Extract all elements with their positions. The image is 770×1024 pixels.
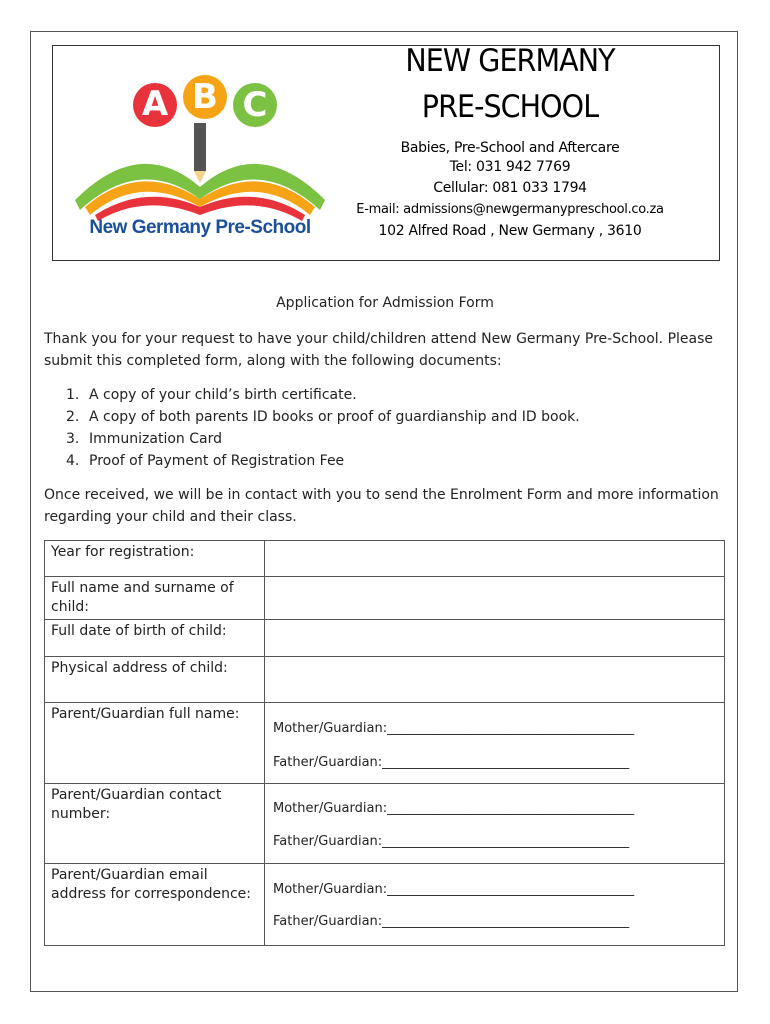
father-line: Father/Guardian:______________________________________ [273, 834, 630, 849]
tagline: Babies, Pre-School and Aftercare [400, 140, 620, 156]
telephone: Tel: 031 942 7769 [449, 159, 571, 175]
registration-table [44, 540, 725, 946]
closing-paragraph: Once received, we will be in contact with you to send the Enrolment Form and more information regarding your child and their class. [44, 487, 719, 525]
address-label: Physical address of child: [45, 657, 265, 703]
child-name-label: Full name and surname of child: [45, 577, 265, 620]
svg-text:A: A [141, 84, 169, 124]
parent-contact-label: Parent/Guardian contact number: [45, 784, 265, 864]
mother-line: Mother/Guardian:______________________________________ [273, 882, 635, 897]
email: E-mail: admissions@newgermanypreschool.co.za [356, 202, 664, 217]
mother-line: Mother/Guardian:______________________________________ [273, 801, 635, 816]
address-field[interactable] [265, 657, 725, 703]
parent-email-field[interactable] [265, 864, 725, 946]
year-label: Year for registration: [45, 541, 265, 577]
child-name-field[interactable] [265, 577, 725, 620]
pencil-icon [194, 123, 206, 183]
form-title: Application for Admission Form [276, 295, 494, 311]
required-documents-list [44, 384, 580, 472]
cellular: Cellular: 081 033 1794 [433, 180, 587, 196]
dob-field[interactable] [265, 620, 725, 657]
logo-letter-a [133, 83, 177, 127]
school-name-line2: PRE-SCHOOL [421, 89, 599, 125]
parent-name-field[interactable] [265, 703, 725, 784]
school-logo [70, 75, 330, 245]
list-item: 2. A copy of both parents ID books or proof of guardianship and ID book. [66, 409, 580, 425]
logo-letter-b [183, 75, 227, 119]
parent-name-label: Parent/Guardian full name: [45, 703, 265, 784]
dob-label: Full date of birth of child: [45, 620, 265, 657]
mother-line: Mother/Guardian:______________________________________ [273, 721, 635, 736]
list-item: 3. Immunization Card [66, 431, 222, 447]
address: 102 Alfred Road , New Germany , 3610 [378, 223, 642, 239]
logo-letter-c [233, 83, 277, 127]
list-item: 1. A copy of your child’s birth certificate. [66, 387, 357, 403]
svg-text:C: C [242, 85, 268, 125]
parent-contact-field[interactable] [265, 784, 725, 864]
intro-paragraph: Thank you for your request to have your child/children attend New Germany Pre-School. Please submit this completed form, along with the following documents: [44, 331, 713, 369]
year-field[interactable] [265, 541, 725, 577]
svg-text:B: B [192, 77, 218, 117]
school-name-line1: NEW GERMANY [405, 43, 615, 79]
list-item: 4. Proof of Payment of Registration Fee [66, 453, 345, 469]
father-line: Father/Guardian:______________________________________ [273, 914, 630, 929]
father-line: Father/Guardian:______________________________________ [273, 755, 630, 770]
parent-email-label: Parent/Guardian email address for correspondence: [45, 864, 265, 946]
logo-caption: New Germany Pre-School [89, 217, 311, 238]
